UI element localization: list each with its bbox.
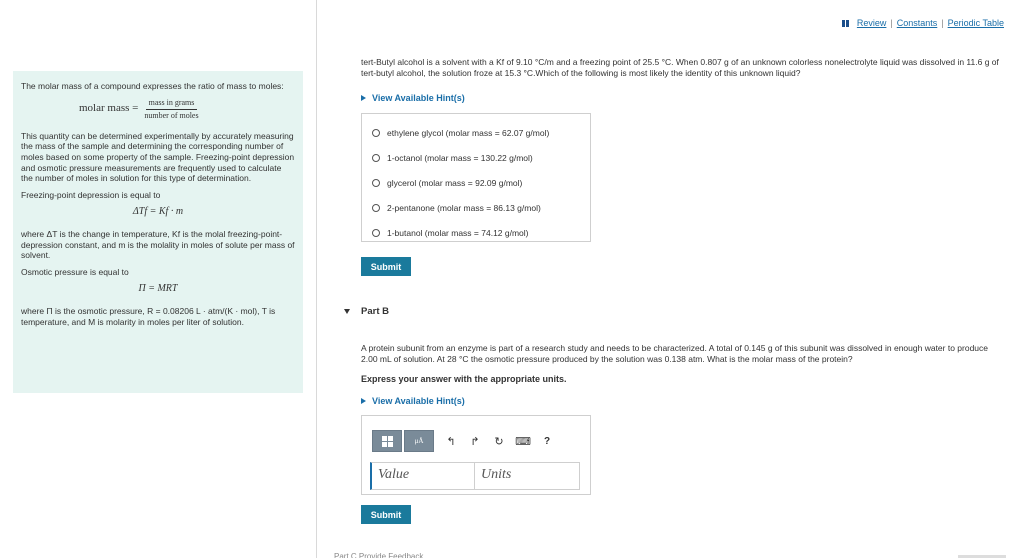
answer-options (361, 113, 591, 242)
next-part-peek: Part C Provide Feedback (334, 552, 424, 558)
resource-links (842, 18, 1004, 28)
option-1-butanol[interactable] (372, 220, 580, 245)
value-field[interactable]: Value (370, 462, 475, 490)
molar-mass-formula (21, 98, 295, 121)
part-b-submit-button[interactable]: Submit (361, 505, 411, 524)
freezing-point-intro: Freezing-point depression is equal to (21, 189, 161, 200)
option-label: 1-butanol (molar mass = 74.12 g/mol) (387, 227, 529, 238)
link-separator: | (890, 18, 893, 28)
collapse-caret-icon[interactable] (344, 309, 350, 314)
constants-link[interactable]: Constants (896, 18, 938, 28)
units-button[interactable] (404, 430, 434, 452)
answer-box (361, 415, 591, 495)
radio-icon[interactable] (372, 154, 380, 162)
osmotic-pressure-formula: Π = MRT (138, 283, 178, 295)
part-a-submit-button[interactable]: Submit (361, 257, 411, 276)
hint-label: View Available Hint(s) (372, 93, 465, 103)
info-panel (13, 71, 303, 393)
option-label: ethylene glycol (molar mass = 62.07 g/mol) (387, 127, 550, 138)
templates-button[interactable] (372, 430, 402, 452)
radio-icon[interactable] (372, 179, 380, 187)
link-separator: | (941, 18, 944, 28)
option-2-pentanone[interactable] (372, 195, 580, 220)
part-b-hint-toggle[interactable] (361, 396, 465, 406)
periodic-table-link[interactable]: Periodic Table (947, 18, 1004, 28)
part-b-instructions: Express your answer with the appropriate units. (361, 374, 567, 384)
info-intro: The molar mass of a compound expresses the ratio of mass to moles: (21, 81, 284, 91)
review-link[interactable]: Review (856, 18, 887, 28)
expand-triangle-icon (361, 398, 366, 404)
fraction-denominator: number of moles (144, 110, 199, 120)
redo-icon[interactable]: ↱ (470, 435, 480, 448)
part-b-title[interactable]: Part B (361, 306, 389, 317)
column-divider (316, 0, 317, 558)
keyboard-icon[interactable]: ⌨ (515, 435, 531, 448)
option-glycerol[interactable] (372, 170, 580, 195)
molar-mass-lhs: molar mass = (79, 102, 139, 115)
review-icon (842, 20, 851, 27)
osmotic-pressure-where: where Π is the osmotic pressure, R = 0.08206 L · atm/(K · mol), T is temperature, and M is molarity in moles per liter of solution. (21, 305, 276, 327)
option-ethylene-glycol[interactable] (372, 120, 580, 145)
osmotic-pressure-intro: Osmotic pressure is equal to (21, 266, 129, 277)
help-icon[interactable]: ? (543, 435, 551, 447)
radio-icon[interactable] (372, 229, 380, 237)
math-toolbar (372, 430, 554, 452)
freezing-point-where: where ΔT is the change in temperature, Kf is the molal freezing-point-depression constant, and m is the molality in moles of solute per mass of solvent. (21, 228, 295, 261)
molar-mass-fraction (144, 98, 198, 121)
units-field[interactable]: Units (475, 462, 580, 490)
option-label: 1-octanol (molar mass = 130.22 g/mol) (387, 152, 533, 163)
reset-icon[interactable]: ↻ (494, 435, 504, 448)
info-paragraph: This quantity can be determined experimentally by accurately measuring the mass of the sample and determining the corresponding number of moles based on some property of the sample. Freezing-point depression and osmotic pressure measurements are frequently used to calculate the number of moles in solution for this type of determination. (21, 130, 295, 184)
expand-triangle-icon (361, 95, 366, 101)
part-b-question: A protein subunit from an enzyme is part of a research study and needs to be characterized. A total of 0.145 g of this subunit was dissolved in enough water to produce 2.00 mL of solution. At 28 °C the osmotic pressure produced by the solution was 0.138 atm. What is the molar mass of the protein? (361, 343, 989, 365)
undo-icon[interactable]: ↰ (446, 435, 456, 448)
part-a-hint-toggle[interactable] (361, 93, 465, 103)
units-icon: μÅ (414, 437, 424, 445)
radio-icon[interactable] (372, 129, 380, 137)
templates-icon (382, 436, 393, 447)
option-label: glycerol (molar mass = 92.09 g/mol) (387, 177, 523, 188)
option-1-octanol[interactable] (372, 145, 580, 170)
fraction-numerator: mass in grams (146, 98, 198, 110)
part-a-question: tert-Butyl alcohol is a solvent with a Kf of 9.10 °C/m and a freezing point of 25.5 °C. When 0.807 g of an unknown colorless nonelectrolyte liquid was dissolved in 11.6 g of tert-butyl alcohol, the solution froze at 15.3 °C.Which of the following is most likely the identity of this unknown liquid? (361, 57, 999, 79)
freezing-point-formula: ΔTf = Kf · m (132, 206, 184, 218)
radio-icon[interactable] (372, 204, 380, 212)
hint-label: View Available Hint(s) (372, 396, 465, 406)
answer-fields (370, 462, 580, 490)
option-label: 2-pentanone (molar mass = 86.13 g/mol) (387, 202, 541, 213)
